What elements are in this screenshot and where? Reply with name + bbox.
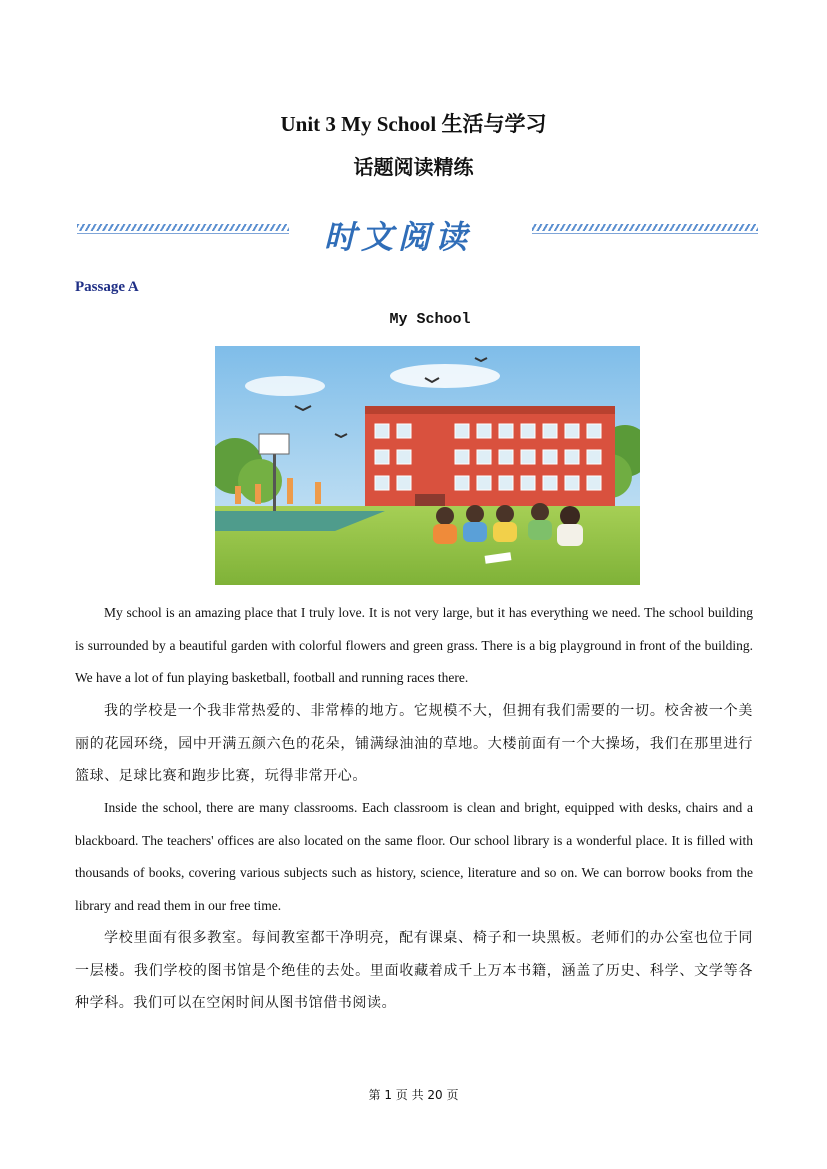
page-subtitle: 话题阅读精练 <box>353 157 474 179</box>
school-illustration <box>215 346 640 585</box>
page-title: Unit 3 My School 生活与学习 <box>280 112 547 136</box>
page-footer: 第 1 页 共 20 页 <box>368 1088 459 1102</box>
banner-stripe-left <box>77 224 289 231</box>
banner-line-right <box>532 233 758 234</box>
banner-stripe-right <box>532 224 758 231</box>
paragraph-en-2: Inside the school, there are many classrooms. Each classroom is clean and bright, equipped with desks, chairs and a blackboard. The teachers' offices are also located on the same floor. Our school library is a wonderful place. It is filled with thousands of books, covering various subjects such as history, science, literature and so on. We can borrow books from the library and read them in our free time. <box>75 800 753 913</box>
paragraph-en-1: My school is an amazing place that I truly love. It is not very large, but it has everything we need. The school building is surrounded by a beautiful garden with colorful flowers and green grass. There is a big playground in front of the building. We have a lot of fun playing basketball, football and running races there. <box>75 605 753 685</box>
passage-label: Passage A <box>75 279 139 295</box>
banner-line-left <box>77 233 289 234</box>
banner-label: 时文阅读 <box>323 218 472 256</box>
paragraph-cn-1: 我的学校是一个我非常热爱的、非常棒的地方。它规模不大，但拥有我们需要的一切。校舍被一个美丽的花园环绕，园中开满五颜六色的花朵，铺满绿油油的草地。大楼前面有一个大操场，我们在那里进行篮球、足球比赛和跑步比赛，玩得非常开心。 <box>75 703 753 784</box>
passage-title: My School <box>389 311 471 328</box>
paragraph-cn-2: 学校里面有很多教室。每间教室都干净明亮，配有课桌、椅子和一块黑板。老师们的办公室也位于同一层楼。我们学校的图书馆是个绝佳的去处。里面收藏着成千上万本书籍，涵盖了历史、科学、文学等各种学科。我们可以在空闲时间从图书馆借书阅读。 <box>75 930 753 1011</box>
section-banner <box>75 212 760 254</box>
